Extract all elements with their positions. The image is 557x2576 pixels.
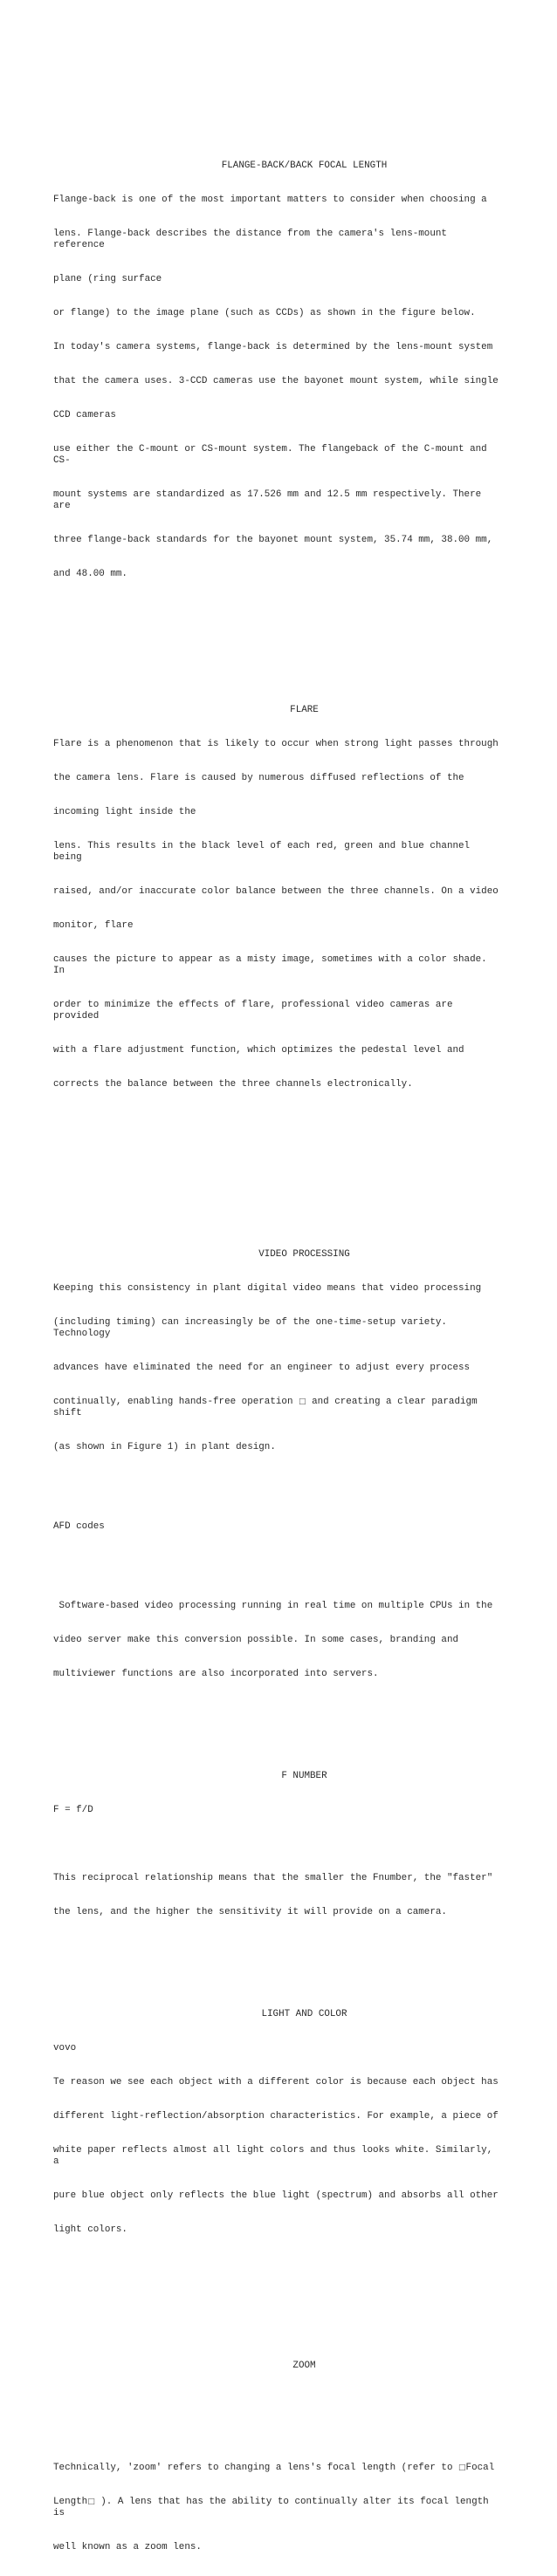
flare-line-1: Flare is a phenomenon that is likely to occur when strong light passes through — [53, 739, 499, 749]
spacer — [53, 2395, 503, 2406]
spacer — [53, 1555, 503, 1567]
flare-line-8: order to minimize the effects of flare, professional video cameras are provided — [53, 1000, 459, 1022]
spacer — [53, 2429, 503, 2440]
zoom-line-1-end: Focal — [465, 2463, 495, 2473]
document-body — [53, 0, 503, 2576]
afd-codes-label: AFD codes — [53, 1521, 105, 1532]
video-line-2: (including timing) can increasingly be of the one-time-setup variety. Technology — [53, 1317, 453, 1339]
spacer — [53, 1487, 503, 1499]
fnumber-line-2: the lens, and the higher the sensitivity it will provide on a camera. — [53, 1907, 447, 1917]
zoom-line-1-start: Technically, 'zoom' refers to changing a lens's focal length (refer to — [53, 2463, 459, 2473]
spacer — [53, 2270, 503, 2281]
zoom-line-2-end: ). A lens that has the ability to continually alter its focal length is — [53, 2497, 495, 2518]
spacer — [53, 2304, 503, 2315]
heading-light-and-color: LIGHT AND COLOR — [261, 2009, 347, 2019]
video-line-4 — [53, 1397, 503, 1419]
heading-video-processing: VIDEO PROCESSING — [258, 1249, 350, 1260]
flare-line-9: with a flare adjustment function, which optimizes the pedestal level and — [53, 1045, 464, 1056]
flare-line-10: corrects the balance between the three channels electronically. — [53, 1079, 413, 1090]
flare-line-2: the camera lens. Flare is caused by numerous diffused reflections of the — [53, 773, 464, 783]
flange-line-7: CCD cameras — [53, 410, 116, 420]
flange-line-5: In today's camera systems, flange-back is determined by the lens-mount system — [53, 342, 493, 352]
light-vovo: vovo — [53, 2043, 77, 2053]
light-line-2: different light-reflection/absorption characteristics. For example, a piece of — [53, 2111, 499, 2122]
flare-line-6: monitor, flare — [53, 920, 134, 931]
flange-line-8: use either the C-mount or CS-mount system. The flangeback of the C-mount and CS- — [53, 444, 493, 466]
flange-line-4: or flange) to the image plane (such as CCDs) as shown in the figure below. — [53, 308, 476, 318]
light-line-1: Te reason we see each object with a different color is because each object has — [53, 2077, 499, 2087]
heading-zoom: ZOOM — [292, 2361, 316, 2371]
software-line-2: video server make this conversion possible. In some cases, branding and — [53, 1635, 459, 1645]
flange-line-1: Flange-back is one of the most important matters to consider when choosing a — [53, 195, 487, 205]
video-line-4-start: continually, enabling hands-free operation — [53, 1397, 299, 1407]
heading-flange-back: FLANGE-BACK/BACK FOCAL LENGTH — [221, 161, 388, 171]
video-line-5: (as shown in Figure 1) in plant design. — [53, 1442, 276, 1452]
light-line-3: white paper reflects almost all light colors and thus looks white. Similarly, a — [53, 2145, 499, 2167]
flange-line-2: lens. Flange-back describes the distance from the camera's lens-mount reference — [53, 229, 453, 250]
top-margin — [53, 45, 503, 115]
video-line-3: advances have eliminated the need for an engineer to adjust every process — [53, 1363, 471, 1373]
spacer — [53, 648, 503, 659]
heading-flare: FLARE — [290, 705, 319, 715]
f-number-formula: F = f/D — [53, 1805, 93, 1815]
flare-line-5: raised, and/or inaccurate color balance between the three channels. On a video — [53, 886, 499, 897]
zoom-line-1 — [53, 2463, 503, 2474]
flange-line-9: mount systems are standardized as 17.526 mm and 12.5 mm respectively. There are — [53, 489, 487, 511]
missing-glyph-icon: □ — [87, 2497, 95, 2506]
flare-line-3: incoming light inside the — [53, 807, 196, 817]
spacer — [53, 1839, 503, 1850]
software-line-3: multiviewer functions are also incorporated into servers. — [53, 1669, 379, 1679]
zoom-line-2 — [53, 2497, 503, 2519]
missing-glyph-icon: □ — [458, 2463, 466, 2472]
spacer — [53, 614, 503, 625]
flare-line-4: lens. This results in the black level of each red, green and blue channel being — [53, 841, 476, 863]
spacer — [53, 1952, 503, 1964]
missing-glyph-icon: □ — [299, 1397, 306, 1406]
spacer — [53, 1158, 503, 1170]
flange-line-10: three flange-back standards for the bayonet mount system, 35.74 mm, 38.00 mm, — [53, 535, 493, 545]
video-line-4-end: and creating a clear paradigm shift — [53, 1397, 484, 1418]
spacer — [53, 1192, 503, 1204]
flange-line-3: plane (ring surface — [53, 274, 162, 284]
flange-line-11: and 48.00 mm. — [53, 569, 127, 579]
fnumber-line-1: This reciprocal relationship means that the smaller the Fnumber, the "faster" — [53, 1873, 493, 1883]
flare-line-7: causes the picture to appear as a misty image, sometimes with a color shade. In — [53, 954, 493, 976]
software-line-1: Software-based video processing running in real time on multiple CPUs in the — [53, 1601, 493, 1611]
heading-f-number: F NUMBER — [281, 1771, 327, 1781]
light-line-5: light colors. — [53, 2224, 127, 2235]
video-line-1: Keeping this consistency in plant digital video means that video processing — [53, 1283, 482, 1294]
spacer — [53, 1714, 503, 1725]
zoom-line-2-start: Length — [53, 2497, 88, 2507]
spacer — [53, 1124, 503, 1136]
flange-line-6: that the camera uses. 3-CCD cameras use the bayonet mount system, while single — [53, 376, 499, 386]
zoom-line-3: well known as a zoom lens. — [53, 2542, 202, 2552]
light-line-4: pure blue object only reflects the blue light (spectrum) and absorbs all other — [53, 2190, 499, 2201]
